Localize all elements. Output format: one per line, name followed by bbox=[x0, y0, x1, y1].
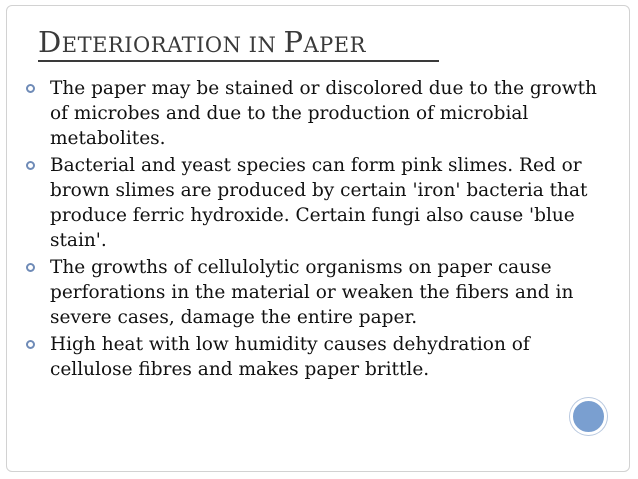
decorative-circle-icon bbox=[570, 398, 607, 435]
hollow-circle-icon bbox=[26, 340, 35, 349]
bullet-text: The paper may be stained or discolored due to the growth of microbes and due to the production of microbial metabolites. bbox=[50, 78, 597, 149]
hollow-circle-icon bbox=[26, 161, 35, 170]
bullet-item bbox=[26, 153, 606, 253]
bullet-text: Bacterial and yeast species can form pink slimes. Red or brown slimes are produced by certain 'iron' bacteria that produce ferric hydroxide. Certain fungi also cause 'blue stain'. bbox=[50, 155, 588, 251]
bullet-item bbox=[26, 332, 606, 382]
slide-title bbox=[38, 22, 366, 60]
title-rest-first: ETERIORATION IN bbox=[61, 33, 284, 57]
bullet-list bbox=[26, 76, 606, 384]
title-cap-second: P bbox=[283, 25, 304, 59]
bullet-item bbox=[26, 255, 606, 330]
hollow-circle-icon bbox=[26, 263, 35, 272]
title-rest-second: APER bbox=[303, 33, 366, 57]
bullet-text: The growths of cellulolytic organisms on paper cause perforations in the material or weaken the fibers and in severe cases, damage the entire paper. bbox=[50, 257, 574, 328]
hollow-circle-icon bbox=[26, 84, 35, 93]
title-underline bbox=[38, 60, 439, 62]
bullet-item bbox=[26, 76, 606, 151]
bullet-text: High heat with low humidity causes dehydration of cellulose fibres and makes paper brittle. bbox=[50, 334, 530, 380]
title-cap-first: D bbox=[38, 25, 62, 59]
